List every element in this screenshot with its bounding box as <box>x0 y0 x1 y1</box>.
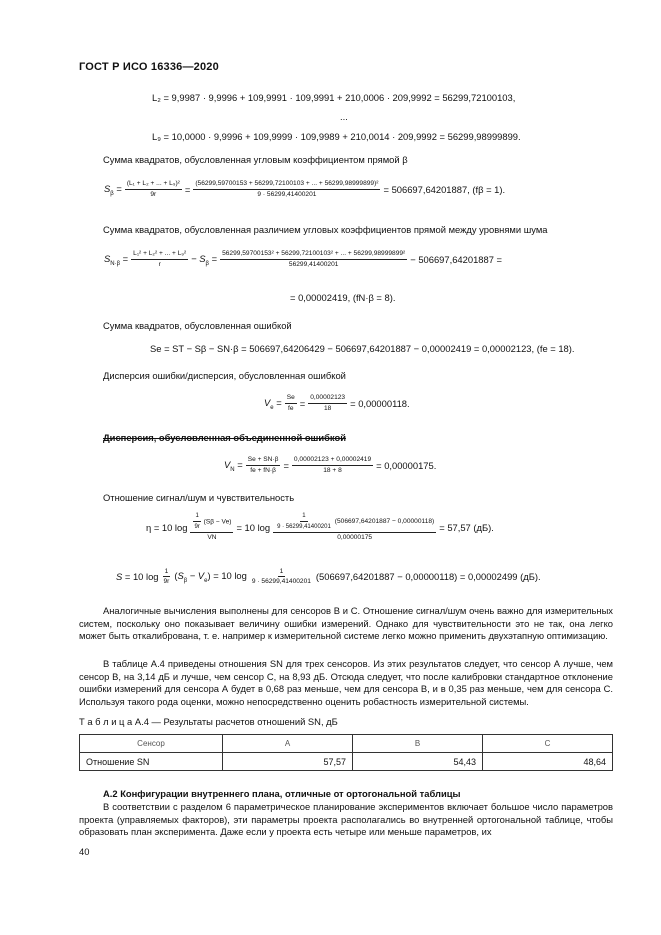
equation-s: S = 10 log $\frac{1}{9r}$ $(S_\beta - V_e) = 10$ log $\frac{1}{9 \cdot 56299,41400201}$ (506697,64201887 − 0,00000118) = 0,00002499 (дБ). <box>116 568 541 585</box>
s-beta-denominator-1: 9r <box>150 191 157 198</box>
eta-numerator-2 <box>273 512 436 533</box>
paragraph-1: Аналогичные вычисления выполнены для сенсоров B и C. Отношение сигнал/шум очень важно для измерительных систем, поскольку оно показывает величину ошибки измерений. Однако для чувствительности это не так, она легко может быть откалибрована, т. е. например к измерительной системе легко можно применить двухэтапную оптимизацию. <box>79 605 613 642</box>
eta-fraction-2 <box>273 512 436 542</box>
s-beta-numerator-1: (L₁ + L₂ + ... + L₉)² <box>125 180 182 190</box>
label-error-sum: Сумма квадратов, обусловленная ошибкой <box>103 320 292 331</box>
v-n-numerator-2: 0,00002123 + 0,00002419 <box>292 456 373 466</box>
v-e-denominator-1: fe <box>287 405 294 412</box>
eta-fraction-1 <box>190 512 233 542</box>
v-e-numerator-1: Se <box>285 394 297 404</box>
label-sn-ratio: Отношение сигнал/шум и чувствительность <box>103 492 295 503</box>
v-n-numerator-1: Se + SN·β <box>246 456 281 466</box>
equation-s-beta: $S_\beta$ = $\frac{\text{(L₁ + L₂ + ... + L₉)²}}{9r}$ = $\frac{\text{(56299,59700153 + 56299,72100103 + ... + 56299,98999899)²}}{9 \cdot 56299,41400201}$ = 506697,64201887, (fβ = 1). <box>104 180 506 198</box>
eta-numerator-a: (Sβ − Ve) <box>203 518 232 526</box>
page-number: 40 <box>79 846 90 857</box>
label-nbeta-sum: Сумма квадратов, обусловленная различием угловых коэффициентов прямой между уровнями шума <box>103 224 548 235</box>
eta-result: = 57,57 (дБ). <box>439 521 494 533</box>
table-header-cell: C <box>483 735 613 753</box>
paragraph-3: В соответствии с разделом 6 параметрическое планирование экспериментов включает большое число параметров проекта (управляемых факторов), эти параметры проекта располагались во внутренней ортогональной таблице, чтобы образовать план эксперимента. Даже если у проекта есть четыре или меньше параметров, их <box>79 801 613 838</box>
s-beta-fraction-2 <box>193 180 380 199</box>
table-cell: 48,64 <box>483 753 613 771</box>
s-n-beta-tail: − 506697,64201887 = <box>410 254 503 265</box>
s-beta-symbol: $S_\beta$ = <box>104 182 122 197</box>
s-n-beta-result: = 0,00002419, (fN·β = 8). <box>290 292 396 303</box>
s-n-beta-denominator-2: 56299,41400201 <box>288 261 339 268</box>
table-header-cell: B <box>353 735 483 753</box>
document-header: ГОСТ Р ИСО 16336—2020 <box>79 61 219 73</box>
s-beta-result: = 506697,64201887, (fβ = 1). <box>383 184 506 195</box>
v-n-fraction-2 <box>292 456 373 475</box>
v-n-denominator-2: 18 + 8 <box>323 467 342 474</box>
equation-v-e: $V_e$ = $\frac{Se}{fe}$ = $\frac{0,00002123}{18}$ = 0,00000118. <box>264 394 410 412</box>
table-row-label: Отношение SN <box>80 753 223 771</box>
eta-denominator-b: 0,00000175 <box>337 534 373 541</box>
v-e-symbol: $V_e$ = <box>264 396 282 411</box>
label-beta-sum: Сумма квадратов, обусловленная угловым коэффициентом прямой β <box>103 154 408 165</box>
eta-numerator-1: $\frac{1}{9r}$ (Sβ − Ve) <box>190 512 233 533</box>
table-cell: 57,57 <box>223 753 353 771</box>
v-e-numerator-2: 0,00002123 <box>308 394 347 404</box>
eta-numerator-b: (506697,64201887 − 0,00000118) <box>334 517 435 525</box>
v-e-fraction-2 <box>308 394 347 413</box>
s-beta-numerator-2: (56299,59700153 + 56299,72100103 + ... + 56299,98999899)² <box>193 180 380 190</box>
v-e-result: = 0,00000118. <box>350 398 410 409</box>
v-n-fraction-1 <box>246 456 281 475</box>
s-n-beta-numerator-2: 56299,59700153² + 56299,72100103² + ... + 56299,98999899² <box>220 250 407 260</box>
label-pooled-variance: Дисперсия, обусловленная объединенной ошибкой <box>103 432 346 443</box>
s-beta-denominator-2: 9 · 56299,41400201 <box>257 191 317 198</box>
table-row <box>80 753 613 771</box>
s-n-beta-symbol: $S_{N\cdot\beta}$ = <box>104 252 129 267</box>
v-n-symbol: $V_N$ = <box>224 458 243 473</box>
s-beta-fraction-1 <box>125 180 182 199</box>
section-heading: А.2 Конфигурации внутреннего плана, отличные от ортогональной таблицы <box>103 788 461 799</box>
table-header-cell: A <box>223 735 353 753</box>
equation-eta: η = 10 log $\frac{1}{9r}$ (Sβ − Ve) VN = 10 log $\frac{1}{9 \cdot 56299,41400201}$ (506697,64201887 − 0,00000118) 0,00000175 = 57,57 (дБ). <box>146 513 494 541</box>
ellipsis: ... <box>340 111 348 122</box>
paragraph-2: В таблице А.4 приведены отношения SN для трех сенсоров. Из этих результатов следует, что сенсор А лучше, чем сенсор B, на 3,14 дБ и лучше, чем сенсор C, на 8,93 дБ. Отсюда следует, что после калибровки стандартное отклонение ошибки измерений для сенсора А будет в 0,68 раз меньше, чем для сенсора B, и в 0,35 раз меньше, чем для сенсора C. Используя такого рода оценки, можно непосредственно оценить робастность измерительной системы. <box>79 658 613 707</box>
eta-inner-denominator: 9 · 56299,41400201 <box>277 524 331 530</box>
s-n-beta-fraction-1 <box>131 250 188 269</box>
equation-l2: L₂ = 9,9987 · 9,9996 + 109,9991 · 109,9991 + 210,0006 · 209,9992 = 56299,72100103, <box>152 92 516 103</box>
equation-v-n: $V_N$ = $\frac{Se + SN\cdot\beta}{fe + fN\cdot\beta}$ = $\frac{0,00002123 + 0,00002419}{18 + 8}$ = 0,00000175. <box>224 456 437 474</box>
table-caption: Т а б л и ц а А.4 — Результаты расчетов отношений SN, дБ <box>79 716 338 727</box>
s-result: (506697,64201887 − 0,00000118) = 0,00002499 (дБ). <box>315 571 541 582</box>
v-e-denominator-2: 18 <box>324 405 332 412</box>
equation-s-e: Se = ST − Sβ − SN·β = 506697,64206429 − 506697,64201887 − 0,00002419 = 0,00002123, (fe = 18). <box>150 343 575 354</box>
equation-s-n-beta: $S_{N\cdot\beta}$ = $\frac{\text{L₁² + L₂² + ... + L₉²}}{r}$ − $S_\beta$ = $\frac{\text{56299,59700153² + 56299,72100103² + ... + 56299,98999899²}}{56299,41400201}$ − 506697,64201887 = <box>104 250 503 268</box>
table-header-cell: Сенсор <box>80 735 223 753</box>
s-inner-denominator: 9 · 56299,41400201 <box>251 578 311 585</box>
equation-l9: L₉ = 10,0000 · 9,9996 + 109,9999 · 109,9989 + 210,0014 · 209,9992 = 56299,98999899. <box>152 131 521 142</box>
v-e-fraction-1 <box>285 394 297 413</box>
s-n-beta-numerator-1: L₁² + L₂² + ... + L₉² <box>131 250 188 260</box>
v-n-result: = 0,00000175. <box>376 460 437 471</box>
eta-inner-numerator: 1 <box>300 512 307 522</box>
eta-denominator-a: VN <box>207 534 217 541</box>
label-error-variance: Дисперсия ошибки/дисперсия, обусловленная ошибкой <box>103 370 346 381</box>
s-n-beta-denominator-1: r <box>158 261 161 268</box>
table-header-row <box>80 735 613 753</box>
table-cell: 54,43 <box>353 753 483 771</box>
results-table <box>79 734 613 771</box>
v-n-denominator-1: fe + fN·β <box>250 467 276 474</box>
s-n-beta-fraction-2 <box>220 250 407 269</box>
